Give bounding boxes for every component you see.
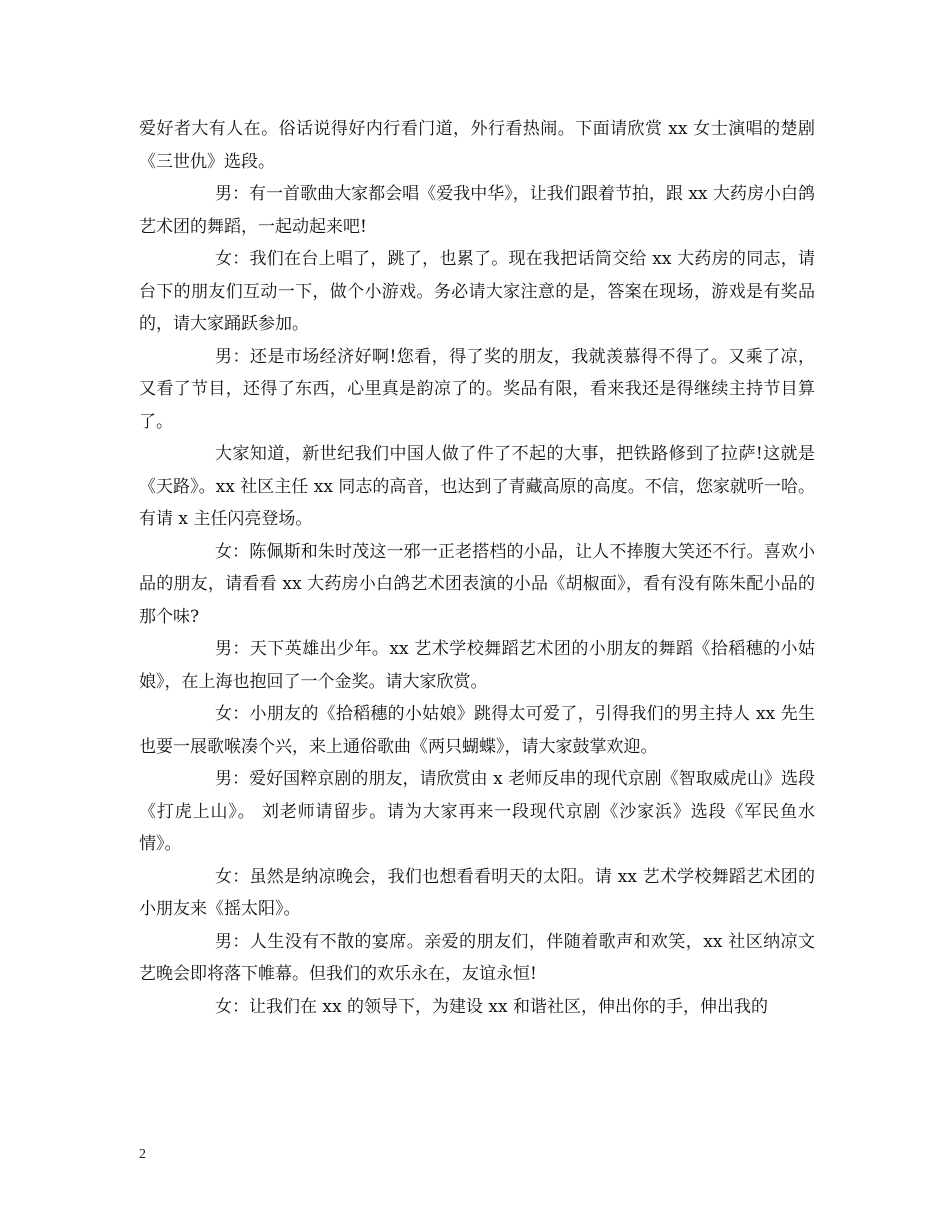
paragraph-4: 男：还是市场经济好啊!您看，得了奖的朋友，我就羡慕得不得了。又乘了凉，又看了节目，还得了东西，心里真是韵凉了的。奖品有限，看来我还是得继续主持节目算了。 [139, 346, 815, 432]
paragraph-12: 女：让我们在 xx 的领导下，为建设 xx 和谐社区，伸出你的手，伸出我的 [215, 996, 768, 1017]
paragraph-8: 女：小朋友的《拾稻穗的小姑娘》跳得太可爱了，引得我们的男主持人 xx 先生也要一展歌喉凑个兴，来上通俗歌曲《两只蝴蝶》，请大家鼓掌欢迎。 [139, 704, 815, 757]
paragraph-7: 男：天下英雄出少年。xx 艺术学校舞蹈艺术团的小朋友的舞蹈《拾稻穗的小姑娘》，在上海也抱回了一个金奖。请大家欣赏。 [139, 639, 815, 692]
paragraph-6: 女：陈佩斯和朱时茂这一邪一正老搭档的小品，让人不捧腹大笑还不行。喜欢小品的朋友，请看看 xx 大药房小白鸽艺术团表演的小品《胡椒面》，看有没有陈朱配小品的那个味? [139, 541, 815, 627]
paragraph-2: 男：有一首歌曲大家都会唱《爱我中华》，让我们跟着节拍，跟 xx 大药房小白鸽艺术团的舞蹈，一起动起来吧! [139, 184, 815, 237]
document-body [139, 113, 815, 1023]
paragraph-3: 女：我们在台上唱了，跳了，也累了。现在我把话筒交给 xx 大药房的同志，请台下的朋友们互动一下，做个小游戏。务必请大家注意的是，答案在现场，游戏是有奖品的，请大家踊跃参加。 [139, 249, 815, 334]
paragraph-11: 男：人生没有不散的宴席。亲爱的朋友们，伴随着歌声和欢笑，xx 社区纳凉文艺晚会即将落下帷幕。但我们的欢乐永在，友谊永恒! [139, 931, 815, 984]
paragraph-9: 男：爱好国粹京剧的朋友，请欣赏由 x 老师反串的现代京剧《智取威虎山》选段《打虎上山》。 刘老师请留步。请为大家再来一段现代京剧《沙家浜》选段《军民鱼水情》。 [139, 769, 815, 854]
paragraph-5: 大家知道，新世纪我们中国人做了件了不起的大事，把铁路修到了拉萨!这就是《天路》。xx 社区主任 xx 同志的高音，也达到了青藏高原的高度。不信，您家就听一哈。有请 x 主任闪亮登场。 [139, 444, 815, 529]
page-number: 2 [139, 1147, 146, 1162]
paragraph-1: 爱好者大有人在。俗话说得好内行看门道，外行看热闹。下面请欣赏 xx 女士演唱的楚剧《三世仇》选段。 [139, 119, 815, 172]
paragraph-10: 女：虽然是纳凉晚会，我们也想看看明天的太阳。请 xx 艺术学校舞蹈艺术团的小朋友来《摇太阳》。 [139, 866, 815, 919]
